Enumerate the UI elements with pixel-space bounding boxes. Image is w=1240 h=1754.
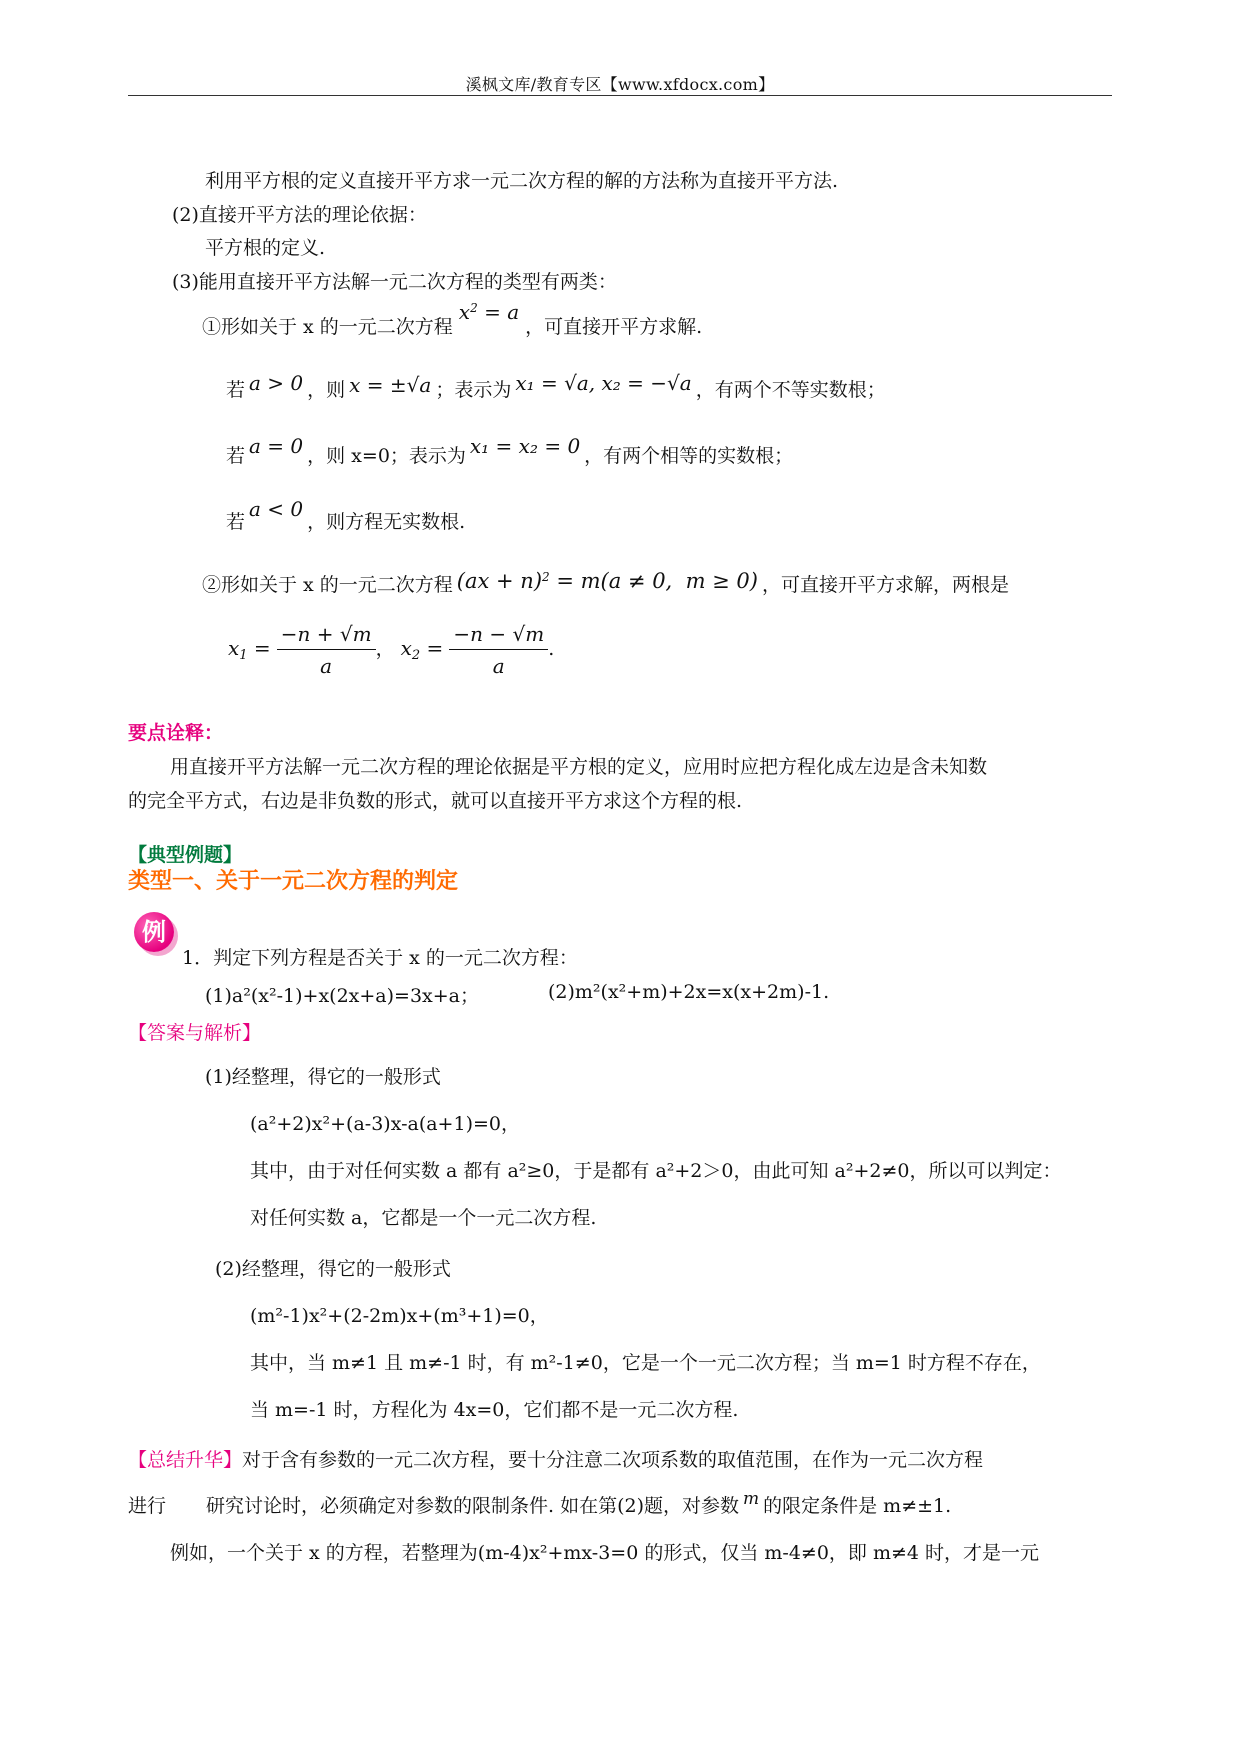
case1-condition: a > 0 — [249, 371, 304, 395]
case1-then: ，则 — [307, 379, 346, 401]
answer-p1-conclusion: 对任何实数 a，它都是一个一元二次方程. — [250, 1207, 597, 1229]
answer-p2: (2)经整理，得它的一般形式 — [215, 1258, 451, 1280]
type2-roots — [228, 622, 554, 678]
case1-solution: x = ±√a — [349, 373, 432, 397]
x1-denominator: a — [320, 654, 333, 678]
x1-numerator: −n + √m — [277, 622, 376, 650]
x2-label: $x_2$ = — [400, 636, 444, 663]
case2-line — [226, 434, 794, 468]
type-one-title: 类型一、关于一元二次方程的判定 — [128, 868, 459, 894]
x1-fraction — [277, 622, 376, 678]
summary-line3: 例如，一个关于 x 的方程，若整理为(m-4)x²+mx-3=0 的形式，仅当 m-4≠0，即 m≠4 时，才是一元 — [170, 1542, 1040, 1564]
case1-if: 若 — [226, 379, 246, 401]
answer-p1: (1)经整理，得它的一般形式 — [205, 1066, 441, 1088]
summary-title: 【总结升华】 — [128, 1449, 243, 1471]
x1-label: $x_1$ = — [228, 636, 271, 663]
question-1: 1．判定下列方程是否关于 x 的一元二次方程： — [182, 947, 578, 969]
page-header: 溪枫文库/教育专区【www.xfdocx.com】 — [465, 75, 775, 94]
type1-prefix: ①形如关于 x 的一元二次方程 — [202, 316, 453, 338]
answer-p1-equation: (a²+2)x²+(a-3)x-a(a+1)=0， — [250, 1113, 520, 1135]
answer-title: 【答案与解析】 — [128, 1022, 262, 1044]
basis-heading: (2)直接开平方法的理论依据： — [172, 204, 427, 226]
question-1a: (1)a²(x²-1)+x(2x+a)=3x+a； — [205, 985, 480, 1007]
case2-then: ，则 x=0；表示为 — [307, 445, 466, 467]
question-1b: (2)m²(x²+m)+2x=x(x+2m)-1. — [548, 981, 830, 1003]
type2-equation: (ax + n)$^2$ = m(a ≠ 0, m ≥ 0) — [456, 569, 758, 593]
case3-condition: a < 0 — [249, 497, 304, 521]
summary-line1 — [128, 1445, 983, 1472]
type2-suffix: ，可直接开平方求解，两根是 — [762, 574, 1010, 596]
case2-condition: a = 0 — [249, 434, 304, 458]
type2-line — [202, 570, 1009, 597]
summary-text2c: 的限定条件是 m≠±1. — [763, 1495, 952, 1517]
case3-if: 若 — [226, 511, 246, 533]
answer-p2-conclusion: 当 m=-1 时，方程化为 4x=0，它们都不是一元二次方程. — [250, 1399, 739, 1421]
case1-mid: ；表示为 — [435, 379, 512, 401]
header-rule — [128, 95, 1112, 96]
x2-denominator: a — [492, 654, 505, 678]
answer-p2-text: 其中，当 m≠1 且 m≠-1 时，有 m²-1≠0，它是一个一元二次方程；当 m=1 时方程不存在， — [250, 1352, 1041, 1374]
definition-text: 利用平方根的定义直接开平方求一元二次方程的解的方法称为直接开平方法. — [205, 170, 839, 192]
type1-equation: $x^2 = a$ — [458, 300, 520, 324]
summary-text2a: 进行 — [128, 1495, 167, 1517]
answer-p2-equation: (m²-1)x²+(2-2m)x+(m³+1)=0， — [250, 1305, 549, 1327]
case2-roots: x₁ = x₂ = 0 — [469, 434, 581, 458]
roots-separator: ， — [375, 638, 395, 660]
x2-fraction — [449, 622, 548, 678]
summary-text1: 对于含有参数的一元二次方程，要十分注意二次项系数的取值范围，在作为一元二次方程 — [242, 1449, 984, 1471]
summary-text2b: 研究讨论时，必须确定对参数的限制条件. 如在第(2)题，对参数 — [206, 1495, 740, 1517]
x2-numerator: −n − √m — [449, 622, 548, 650]
case3-end: ，则方程无实数根. — [307, 511, 466, 533]
keypoint-line1: 用直接开平方法解一元二次方程的理论依据是平方根的定义，应用时应把方程化成左边是含未知数 — [170, 756, 988, 778]
case3-line — [226, 497, 466, 534]
example-badge: 例 — [134, 912, 174, 952]
type1-line — [202, 300, 703, 339]
keypoint-title: 要点诠释： — [128, 722, 224, 744]
type1-suffix: ，可直接开平方求解. — [525, 316, 703, 338]
case2-if: 若 — [226, 445, 246, 467]
summary-param: m — [743, 1489, 760, 1509]
basis-text: 平方根的定义. — [205, 237, 326, 259]
types-heading: (3)能用直接开平方法解一元二次方程的类型有两类： — [172, 271, 617, 293]
keypoint-line2: 的完全平方式，右边是非负数的形式，就可以直接开平方求这个方程的根. — [128, 790, 743, 812]
examples-title: 【典型例题】 — [128, 844, 243, 866]
roots-end: . — [548, 638, 555, 660]
answer-p1-text: 其中，由于对任何实数 a 都有 a²≥0，于是都有 a²+2＞0，由此可知 a²+2≠0，所以可以判定： — [250, 1160, 1062, 1182]
summary-line2 — [128, 1491, 951, 1518]
case1-end: ，有两个不等实数根； — [695, 379, 886, 401]
case1-roots: x₁ = √a, x₂ = −√a — [515, 371, 692, 395]
case2-end: ，有两个相等的实数根； — [584, 445, 794, 467]
case1-line — [226, 371, 886, 402]
type2-prefix: ②形如关于 x 的一元二次方程 — [202, 574, 453, 596]
